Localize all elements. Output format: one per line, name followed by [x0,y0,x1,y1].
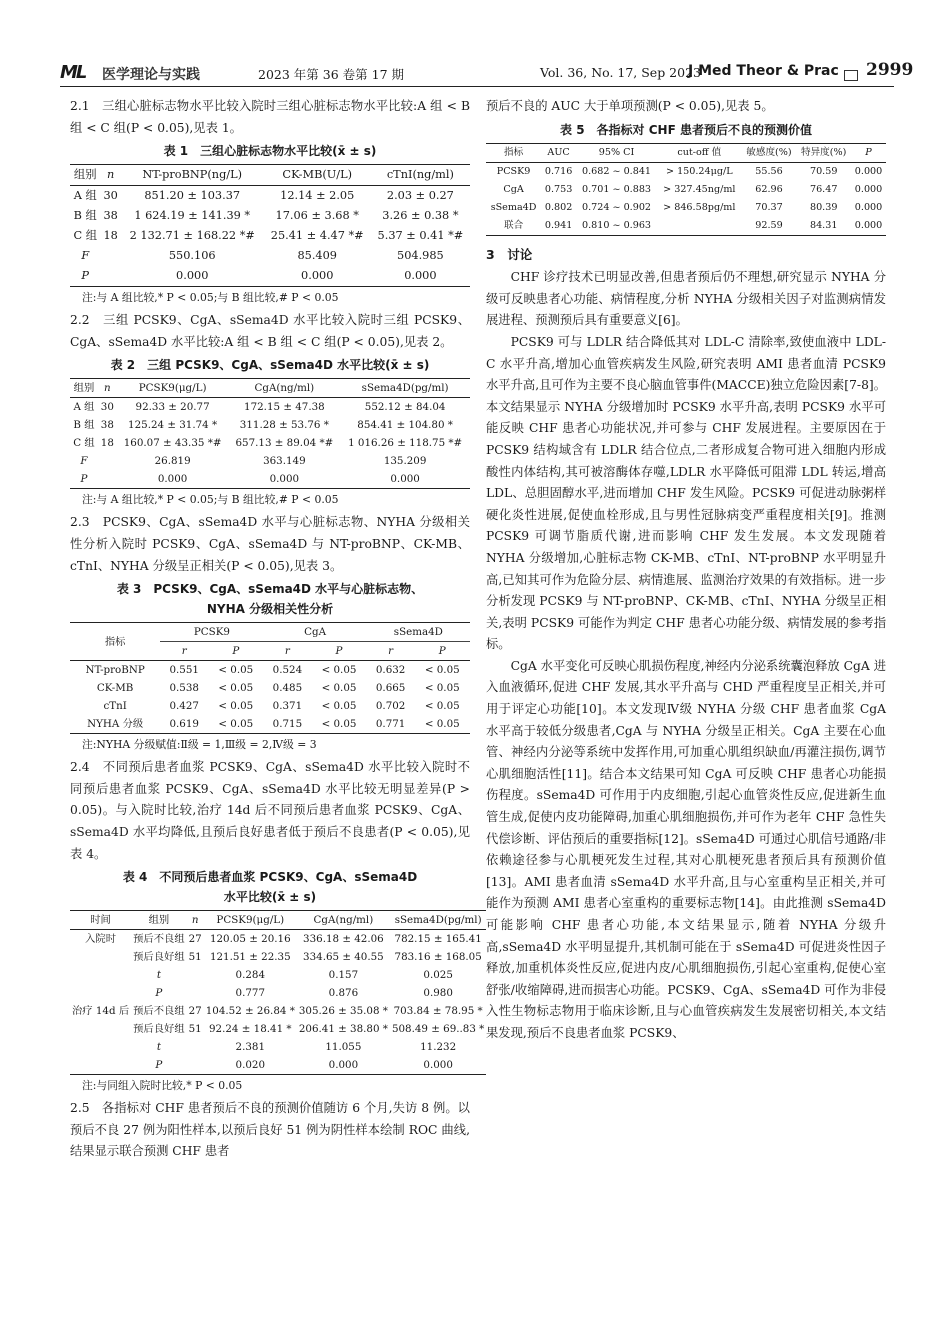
table-group-header: PCSK9 [160,623,263,642]
journal-logo: ML [60,62,86,83]
discussion-paragraph-1: CHF 诊疗技术已明显改善,但患者预后仍不理想,研究显示 NYHA 分级可反映患者心功能、病情程度,分析 NYHA 分级相关因子对监测病情发展进程、预测预后具有重要意义[6]。 [486,270,886,328]
caption-line: 水平比较(x̄ ± s) [223,890,317,905]
table-cell: 504.985 [397,249,444,263]
table-4-caption [70,867,470,907]
section-2-3 [70,512,470,577]
table-row [70,679,470,697]
table-cell: 70.59 [809,165,838,177]
table-cell: 0.000 [854,219,883,231]
table-3 [70,622,470,734]
table-cell: 172.15 ± 47.38 [244,401,325,414]
table-cell [70,1038,131,1056]
table-1-caption: 表 1 三组心脏标志物水平比较(x̄ ± s) [163,144,377,159]
table-cell: 0.724 ~ 0.902 [581,201,652,213]
table-row [70,697,470,715]
table-cell: 0.020 [235,1059,266,1072]
table-cell: 18 [100,437,114,450]
table-cell: 0.000 [157,473,188,486]
table-cell: A 组 [73,189,97,203]
table-header: n [98,379,117,398]
table-cell: 0.715 [272,718,303,731]
table-cell [100,246,120,266]
table-header: cut-off 值 [657,143,742,162]
table-header: 指标 [70,623,160,661]
table-cell: 17.06 ± 3.68 * [275,209,359,223]
table-cell [70,984,131,1002]
table-cell: 0.025 [423,969,453,982]
table-row [70,1056,486,1075]
table-5-body [486,162,886,235]
table-cell: 92.33 ± 20.77 [135,401,210,414]
table-cell: 0.777 [235,987,266,1000]
table-cell: 51 [188,951,202,964]
table-3-note: 注:NYHA 分级赋值:Ⅱ级 = 1,Ⅲ级 = 2,Ⅳ级 = 3 [82,738,317,752]
table-cell [70,1056,131,1075]
table-cell: 3.26 ± 0.38 * [382,209,459,223]
table-row [70,246,470,266]
table-cell: 0.682 ~ 0.841 [581,165,652,177]
caption-line: 表 4 不同预后患者血浆 PCSK9、CgA、sSema4D [122,870,418,885]
table-cell: 0.702 [375,700,406,713]
table-cell: 84.31 [809,219,838,231]
section-title: 2.1 三组心脏标志物水平比较 [70,99,239,113]
journal-name-en: J Med Theor & Prac [688,63,839,79]
table-cell: 0.284 [235,969,266,982]
table-cell: CK-MB [96,682,134,695]
table-cell: 0.753 [544,183,573,195]
table-cell: 0.980 [423,987,453,1000]
table-cell: 0.619 [169,718,199,731]
section-2-2 [70,310,470,353]
table-cell: < 0.05 [218,718,254,731]
table-cell: 38 [100,419,114,432]
table-header: 时间 [70,911,131,930]
table-row [70,434,470,452]
table-cell: 0.427 [169,700,199,713]
table-cell: 0.000 [854,201,883,213]
section-text: 入院时 PCSK9、CgA、sSema4D 与 NT-proBNP、CK-MB、cTnI、NYHA 分级呈正相关(P < 0.05),见表 3。 [70,536,470,573]
table-cell: 0.551 [169,664,199,677]
table-cell: < 0.05 [424,718,460,731]
table-cell: < 0.05 [321,664,357,677]
table-header: n [187,911,204,930]
table-row [70,226,470,246]
table-cell: P [80,473,88,486]
table-cell: 0.701 ~ 0.883 [581,183,652,195]
table-cell: 0.000 [176,269,209,283]
table-cell: 336.18 ± 42.06 [303,933,384,946]
table-cell: 预后不良组 [133,1005,185,1018]
table-row [486,162,886,181]
table-cell: 206.41 ± 38.80 * [298,1023,388,1036]
section-title: 2.4 不同预后患者血浆 PCSK9、CgA、sSema4D 水平比较 [70,760,420,775]
table-cell: 104.52 ± 26.84 * [205,1005,295,1018]
table-header: PCSK9(μg/L) [204,911,297,930]
table-cell: t [156,1041,161,1054]
table-cell: 0.000 [854,183,883,195]
table-row [70,948,486,966]
table-cell: 30 [100,401,114,414]
table-cell: > 846.58pg/ml [663,201,736,213]
table-subheader: P [415,642,470,661]
table-row [70,206,470,226]
continued-text: 预后不良的 AUC 大于单项预测(P < 0.05),见表 5。 [486,99,774,113]
table-cell [70,948,131,966]
table-4-note: 注:与同组入院时比较,* P < 0.05 [82,1079,243,1093]
table-header: CgA(ng/ml) [297,911,390,930]
table-row [70,452,470,470]
table-cell: 783.16 ± 168.05 [394,951,482,964]
section-2-4 [70,757,470,865]
table-cell [187,984,204,1002]
table-cell: > 150.24μg/L [665,165,733,177]
table-cell: 70.37 [755,201,783,213]
table-3-caption [70,579,470,619]
table-cell: 18 [103,229,118,243]
table-cell: 0.802 [544,201,573,213]
table-subheader: P [208,642,263,661]
table-cell: P [81,269,90,283]
table-cell: 0.000 [301,269,334,283]
table-cell: 0.000 [328,1059,359,1072]
table-1 [70,164,470,287]
table-cell: 125.24 ± 31.74 * [128,419,218,432]
table-cell: 0.000 [854,165,883,177]
table-cell: B 组 [73,419,95,432]
issue-cn: 2023 年第 36 卷第 17 期 [258,67,404,82]
table-cell: 27 [188,933,202,946]
table-header: 组别 [70,379,98,398]
table-cell: < 0.05 [424,682,460,695]
section-text: 随访 6 个月,失访 8 例。以预后不良 27 例为阳性样本,以预后良好 51 例为阴性样本绘制 ROC 曲线,结果显示联合预测 CHF 患者 [70,1101,470,1159]
table-cell: 782.15 ± 165.41 [394,933,482,946]
table-cell: 治疗 14d 后 [72,1005,130,1018]
table-cell: sSema4D [490,201,537,213]
table-cell: 552.12 ± 84.04 [364,401,446,414]
table-cell: 2 132.71 ± 168.22 *# [129,229,255,243]
table-cell: < 0.05 [321,700,357,713]
table-cell: 2.03 ± 0.27 [386,189,454,203]
table-cell: 854.41 ± 104.80 * [357,419,453,432]
table-header: n [100,165,120,186]
page-number: 2999 [866,60,914,80]
table-cell: F [81,249,90,263]
table-cell [187,1038,204,1056]
table-cell: 334.65 ± 40.55 [303,951,384,964]
table-row [70,966,486,984]
table-cell: 62.96 [755,183,783,195]
left-column [70,96,485,1163]
table-cell: 联合 [503,219,524,231]
table-cell: 1 016.26 ± 118.75 *# [348,437,463,450]
table-cell: 657.13 ± 89.04 *# [235,437,334,450]
table-cell: 0.000 [390,473,420,486]
table-cell: 0.485 [272,682,303,695]
table-cell: < 0.05 [218,664,254,677]
table-cell: 55.56 [755,165,783,177]
table-row [70,715,470,734]
table-header: PCSK9(μg/L) [117,379,229,398]
table-header: NT-proBNP(ng/L) [121,165,264,186]
table-row [70,416,470,434]
table-subheader: r [160,642,208,661]
table-1-note: 注:与 A 组比较,* P < 0.05;与 B 组比较,# P < 0.05 [82,291,339,305]
table-header: CgA(ng/ml) [228,379,340,398]
table-header: 敏感度(%) [742,143,797,162]
table-header: AUC [541,143,576,162]
table-cell: F [80,455,88,468]
table-cell: 550.106 [168,249,216,263]
table-cell: C 组 [73,437,95,450]
table-cell: < 0.05 [218,682,254,695]
table-group-header: CgA [264,623,367,642]
table-cell: < 0.05 [321,682,357,695]
section-text: 入院时不同预后患者血浆 PCSK9、CgA、sSema4D 水平比较无明显差异(P > 0.05)。与入院时比较,治疗 14d 后不同预后患者血浆 PCSK9、CgA、sSema4D 水平均降低,且预后良好患者低于预后不良患者(P < 0.05),见表 4。 [70,760,470,861]
table-cell: A 组 [73,401,95,414]
discussion-paragraph-2: PCSK9 可与 LDLR 结合降低其对 LDL-C 清除率,致使血液中 LDL-C 水平升高,增加心血管疾病发生风险,研究表明 AMI 患者血清 PCSK9 水平升高,且可作为主要不良心脑血管事件(MACCE)独立危险因素[7-8]。本文结果显示 NYHA 分级增加时 PCSK9 水平升高,表明 PCSK9 水平可能反映 CHF 患者心功能状况,并可参与 CHF 发展进程。主要原因在于 PCSK9 结构域含有 LDLR 结合位点,二者形成复合物可进入细胞内形成酸性内体结构,其可被溶酶体存噬,LDLR 水平降低可阻滞 LDL 转运,增高 LDL、总胆固醇水平,进而增加 CHF 发生风险。PCSK9 可促进动脉粥样硬化炎性进展,促使血栓形成,且与男性冠脉病变严重程度相关[9]。推测 PCSK9 可调节脂质代谢,进而影响 CHF 发生发展。本文发现随着 NYHA 分级增加,心脏标志物 CK-MB、cTnI、NT-proBNP 水平明显升高,已知其可作为危险分层、病情進展、监测治疗效果的有效指标。进一步分析发现 PCSK9 与 NT-proBNP、CK-MB、cTnI、NYHA 分级呈正相关,表明 PCSK9 可能作为判定 CHF 患者心功能分级、病情发展的参考指标。 [486,334,886,652]
table-cell: PCSK9 [496,165,531,177]
table-row [486,181,886,199]
table-cell: 160.07 ± 43.35 *# [123,437,222,450]
table-cell: 703.84 ± 78.95 * [393,1005,483,1018]
table-cell: 85.409 [297,249,337,263]
table-cell: 92.59 [755,219,783,231]
table-cell: NT-proBNP [85,664,145,677]
table-cell: 12.14 ± 2.05 [280,189,355,203]
table-cell: 0.524 [272,664,303,677]
table-cell [98,452,117,470]
section-text: 入院时三组心脏标志物水平比较:A 组 < B 组 < C 组(P < 0.05),见表 1。 [70,99,470,135]
table-cell: < 0.05 [218,700,254,713]
table-cell: 预后良好组 [133,951,185,964]
table-row [70,470,470,489]
table-2-caption: 表 2 三组 PCSK9、CgA、sSema4D 水平比较(x̄ ± s) [110,358,430,373]
table-cell: 0.876 [328,987,359,1000]
table-cell: < 0.05 [321,718,357,731]
table-header: 组别 [70,165,100,186]
table-cell: 预后良好组 [133,1023,185,1036]
table-cell: P [155,1059,163,1072]
table-5-caption: 表 5 各指标对 CHF 患者预后不良的预测价值 [560,122,812,137]
table-cell: 0.157 [328,969,359,982]
section-2-5 [70,1098,470,1163]
table-group-header: sSema4D [367,623,470,642]
table-cell: 0.810 ~ 0.963 [581,219,652,231]
table-cell: 0.771 [375,718,406,731]
table-cell: 0.371 [272,700,303,713]
table-cell: 305.26 ± 35.08 * [298,1005,388,1018]
table-row [486,199,886,217]
table-cell: 51 [188,1023,202,1036]
table-header: P [851,143,886,162]
table-row [70,398,470,417]
table-cell: 0.000 [269,473,300,486]
table-cell: CgA [503,183,524,195]
table-cell [187,1056,204,1075]
table-cell: P [155,987,163,1000]
table-cell: 预后不良组 [133,933,185,946]
table-cell [70,966,131,984]
table-cell: 26.819 [154,455,191,468]
table-cell: 508.49 ± 69..83 * [391,1023,485,1036]
table-cell: 92.24 ± 18.41 * [209,1023,292,1036]
table-cell [187,966,204,984]
discussion-paragraph-3: CgA 水平变化可反映心肌损伤程度,神经内分泌系统囊泡释放 CgA 进入血液循环,促进 CHF 发展,其水平升高与 CHD 严重程度呈正相关,并可用于评定心功能[10]。本文发现Ⅳ级 NYHA 分级 CHF 患者血浆 CgA 水平高于较低分级患者,CgA 与 NYHA 分级呈正相关。CgA 主要在心血管、神经内分泌等系统中发挥作用,可加重心肌组织缺血/再灌注损伤,调节心肌细胞活性[11]。结合本文结果可知 CgA 可反映 CHF 患者心功能损伤程度。sSema4D 可作用于内皮细胞,引起心血管炎性反应,促进新生血管生成,促使内皮功能障碍,加重心肌细胞损伤,并可作为老年 CHF 急性失代偿诊断、评估预后的重要指标[12]。sSema4D 可通过心肌信号通路/非依赖途径参与心肌梗死发生过程,其对心肌梗死患者预后具有预测价值[13]。AMI 患者血清 sSema4D 水平升高,且与心室重构呈正相关,并可能作为预测 AMI 患者心室重构的重要标志物[14]。由此推测 sSema4D 可能影响 CHF 患者心功能,本文结果显示,随着 NYHA 分级升高,sSema4D 水平明显提升,其机制可能在于 sSema4D 可促进炎性因子释放,加重机体炎性反应,促进内皮/心肌细胞损伤,引起心室重构,促使心室舒张/收缩障碍,进而损害心功能。PCSK9、CgA、sSema4D 可作为非侵入性生物标志物用于临床诊断,且与心血管疾病发生发展密切相关,本文结果发现,预后不良患者血浆 PCSK9、 [486,658,886,1040]
table-cell: 311.28 ± 53.76 * [239,419,329,432]
table-cell: 5.37 ± 0.41 *# [377,229,464,243]
table-header: 指标 [486,143,541,162]
table-cell [98,470,117,489]
header-rule [60,86,894,87]
table-row [70,930,486,949]
issue-en: Vol. 36, No. 17, Sep 2023 [540,65,701,80]
section-title: 2.2 三组 PCSK9、CgA、sSema4D 水平比较 [70,313,345,328]
section-title: 2.5 各指标对 CHF 患者预后不良的预测价值 [70,1101,324,1116]
table-cell: 120.05 ± 20.16 [209,933,291,946]
table-1-body [70,186,470,287]
table-header: sSema4D(pg/ml) [340,379,470,398]
table-cell: t [156,969,161,982]
table-row [70,984,486,1002]
table-cell: 851.20 ± 103.37 [144,189,241,203]
table-3-body [70,661,470,734]
table-header: 95% CI [576,143,657,162]
table-subheader: r [367,642,415,661]
table-cell: 25.41 ± 4.47 *# [270,229,364,243]
table-cell: 135.209 [383,455,427,468]
table-cell: > 327.45ng/ml [663,183,736,195]
table-subheader: P [311,642,366,661]
table-4 [70,910,486,1075]
table-cell: 27 [188,1005,202,1018]
section-text: 入院时三组 PCSK9、CgA、sSema4D 水平比较:A 组 < B 组 < C 组(P < 0.05),见表 2。 [70,313,470,349]
journal-name-cn: 医学理论与实践 [102,67,200,83]
table-cell: 0.716 [544,165,573,177]
table-cell: 363.149 [263,455,306,468]
caption-line: NYHA 分级相关性分析 [206,602,334,617]
table-5 [486,143,886,236]
table-cell [657,217,742,236]
table-header: 特异度(%) [796,143,851,162]
table-cell [70,1020,131,1038]
table-cell: C 组 [73,229,97,243]
table-cell: 38 [103,209,118,223]
table-cell [100,266,120,287]
table-cell: 30 [103,189,118,203]
table-header: cTnI(ng/ml) [371,165,470,186]
table-header: sSema4D(pg/ml) [390,911,486,930]
right-column [486,96,886,1045]
table-cell: 0.000 [404,269,437,283]
table-row [70,1038,486,1056]
table-row [70,266,470,287]
table-subheader: r [264,642,312,661]
table-cell: < 0.05 [424,664,460,677]
table-cell: 0.538 [169,682,199,695]
table-header: 组别 [131,911,186,930]
table-cell: B 组 [73,209,97,223]
table-cell: 0.632 [375,664,406,677]
table-row [70,1002,486,1020]
table-cell: 入院时 [85,933,117,946]
table-row [70,186,470,207]
table-2-note: 注:与 A 组比较,* P < 0.05;与 B 组比较,# P < 0.05 [82,493,339,507]
table-cell: < 0.05 [424,700,460,713]
table-cell: 1 624.19 ± 141.39 * [134,209,251,223]
table-cell: 121.51 ± 22.35 [209,951,291,964]
table-header: CK-MB(U/L) [264,165,371,186]
running-header [60,60,914,84]
header-box-icon [844,70,858,81]
table-cell: cTnI [103,700,127,713]
table-2 [70,378,470,489]
table-cell: 11.232 [420,1041,457,1054]
table-cell: 2.381 [235,1041,266,1054]
section-3-heading: 3 讨论 [486,246,533,262]
section-title: 2.3 PCSK9、CgA、sSema4D 水平与心脏标志物、NYHA 分级相关性分析 [70,515,470,551]
table-cell: 80.39 [809,201,838,213]
section-2-1 [70,96,470,139]
table-cell: 0.000 [423,1059,453,1072]
table-4-body [70,930,486,1075]
table-2-body [70,398,470,489]
table-cell: 0.941 [544,219,573,231]
caption-line: 表 3 PCSK9、CgA、sSema4D 水平与心脏标志物、 [116,582,424,597]
table-cell: 11.055 [325,1041,362,1054]
table-cell: 0.665 [375,682,406,695]
table-cell: NYHA 分级 [87,718,144,731]
table-cell: 76.47 [809,183,838,195]
table-row [70,1020,486,1038]
table-row [70,661,470,680]
table-row [486,217,886,236]
